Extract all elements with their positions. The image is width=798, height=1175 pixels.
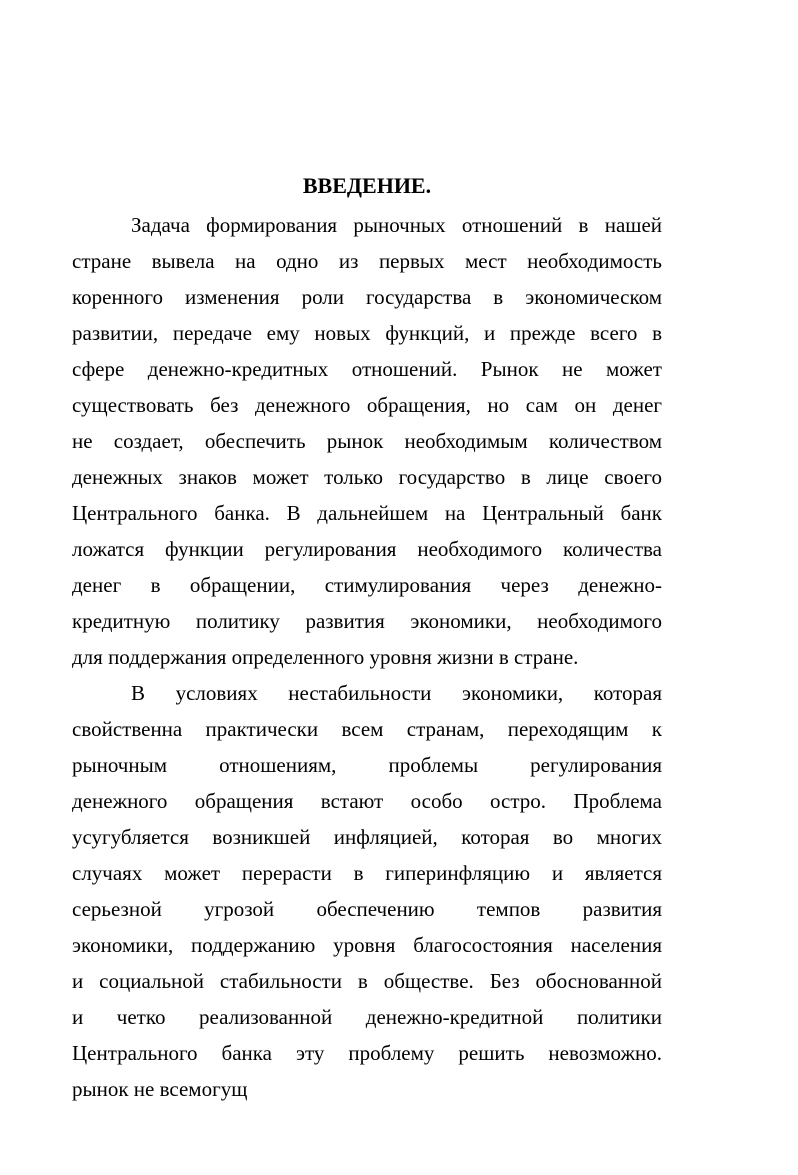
- text-line-3: коренного изменения роли государства в экономическом: [72, 285, 662, 309]
- text-line-1: Задача формирования рыночных отношений в нашей: [131, 213, 662, 237]
- text-line-7: не создает, обеспечить рынок необходимым количеством: [72, 429, 662, 453]
- text-line-18: усугубляется возникшей инфляцией, которая во многих: [72, 825, 662, 849]
- text-line-21: экономики, поддержанию уровня благосостояния населения: [72, 933, 662, 957]
- text-line-16: рыночным отношениям, проблемы регулирования: [72, 753, 662, 777]
- page-title: ВВЕДЕНИЕ.: [302, 173, 432, 198]
- text-line-11: денег в обращении, стимулирования через денежно-: [72, 573, 662, 597]
- text-line-8: денежных знаков может только государство в лице своего: [72, 465, 662, 489]
- text-line-5: сфере денежно-кредитных отношений. Рынок не может: [72, 357, 662, 381]
- text-line-17: денежного обращения встают особо остро. Проблема: [72, 789, 662, 813]
- text-line-12: кредитную политику развития экономики, необходимого: [72, 609, 662, 633]
- text-line-25: рынок не всемогущ: [72, 1077, 248, 1101]
- text-line-4: развитии, передаче ему новых функций, и прежде всего в: [72, 321, 662, 345]
- text-line-2: стране вывела на одно из первых мест необходимость: [72, 249, 662, 273]
- text-line-24: Центрального банка эту проблему решить невозможно.: [72, 1041, 662, 1065]
- text-line-6: существовать без денежного обращения, но сам он денег: [72, 393, 662, 417]
- text-line-14: В условиях нестабильности экономики, которая: [131, 681, 662, 705]
- text-line-20: серьезной угрозой обеспечению темпов развития: [72, 897, 662, 921]
- text-line-13: для поддержания определенного уровня жизни в стране.: [72, 645, 579, 669]
- text-line-9: Центрального банка. В дальнейшем на Центральный банк: [72, 501, 662, 525]
- text-line-23: и четко реализованной денежно-кредитной политики: [72, 1005, 662, 1029]
- text-line-15: свойственна практически всем странам, переходящим к: [72, 717, 662, 741]
- text-line-19: случаях может перерасти в гиперинфляцию и является: [72, 861, 662, 885]
- text-line-10: ложатся функции регулирования необходимого количества: [72, 537, 662, 561]
- text-line-22: и социальной стабильности в обществе. Без обоснованной: [72, 969, 662, 993]
